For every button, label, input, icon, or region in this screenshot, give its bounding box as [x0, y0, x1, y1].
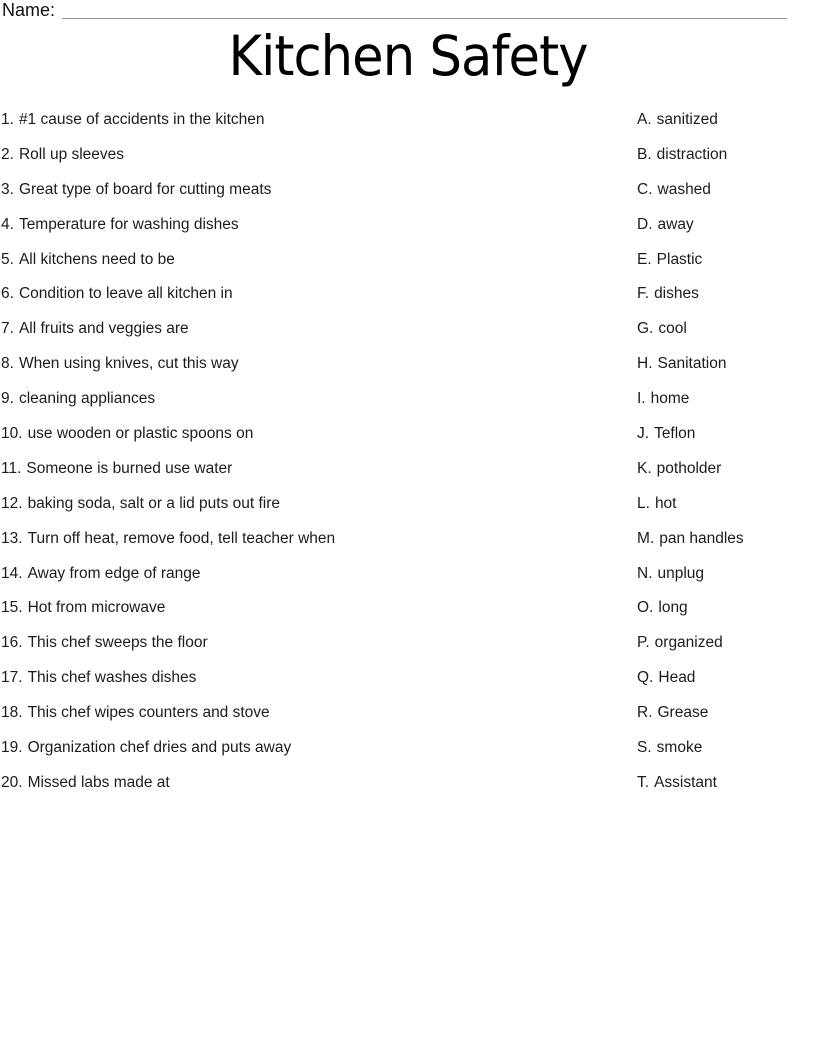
- name-label: Name:: [2, 0, 56, 20]
- answer-letter: R.: [637, 704, 653, 722]
- question-text: This chef wipes counters and stove: [27, 704, 270, 722]
- answer-text: Plastic: [656, 250, 703, 268]
- answer-item: [637, 389, 815, 424]
- answer-text: Teflon: [654, 425, 696, 443]
- answer-letter: H.: [637, 355, 653, 373]
- answer-item: [637, 703, 815, 738]
- answer-text: cool: [658, 320, 687, 338]
- question-text: Away from edge of range: [27, 564, 201, 582]
- question-text: Missed labs made at: [27, 773, 170, 791]
- question-text: Roll up sleeves: [18, 145, 125, 163]
- answer-text: distraction: [656, 145, 728, 163]
- answer-item: [637, 459, 815, 494]
- answer-text: washed: [657, 180, 711, 198]
- question-text: #1 cause of accidents in the kitchen: [18, 111, 265, 128]
- answer-letter: N.: [637, 564, 653, 582]
- question-text: Someone is burned use water: [26, 459, 233, 477]
- question-item: [1, 703, 591, 738]
- page-title: Kitchen Safety: [228, 24, 588, 88]
- name-blank-line[interactable]: [62, 1, 787, 19]
- question-item: [1, 494, 591, 529]
- question-item: [1, 598, 591, 633]
- question-number: 17.: [1, 669, 23, 687]
- question-number: 7.: [1, 320, 14, 338]
- answer-text: long: [658, 599, 688, 617]
- answer-text: organized: [654, 634, 723, 652]
- answer-item: [637, 319, 815, 354]
- answer-letter: Q.: [637, 669, 654, 687]
- question-text: use wooden or plastic spoons on: [27, 425, 254, 443]
- question-text: This chef washes dishes: [27, 669, 197, 687]
- answer-text: home: [650, 390, 690, 408]
- answer-text: potholder: [656, 459, 722, 477]
- question-item: [1, 215, 591, 250]
- answer-item: [637, 110, 815, 145]
- question-number: 13.: [1, 529, 23, 547]
- answer-letter: P.: [637, 634, 650, 652]
- question-item: [1, 773, 591, 808]
- question-number: 10.: [1, 425, 23, 443]
- question-text: Great type of board for cutting meats: [18, 180, 272, 198]
- answer-item: [637, 354, 815, 389]
- question-item: [1, 738, 591, 773]
- question-item: [1, 319, 591, 354]
- question-number: 9.: [1, 390, 14, 408]
- answer-letter: C.: [637, 180, 653, 198]
- answer-letter: G.: [637, 320, 654, 338]
- answer-letter: L.: [637, 494, 650, 512]
- answer-item: [637, 494, 815, 529]
- question-text: All fruits and veggies are: [18, 320, 189, 338]
- questions-column: [1, 110, 591, 808]
- answer-item: [637, 633, 815, 668]
- answer-text: sanitized: [656, 111, 718, 128]
- answer-letter: M.: [637, 529, 655, 547]
- answer-letter: B.: [637, 145, 652, 163]
- answer-letter: F.: [637, 285, 650, 303]
- answer-text: smoke: [656, 739, 703, 757]
- answer-letter: D.: [637, 215, 653, 233]
- answer-letter: S.: [637, 739, 652, 757]
- answer-text: Sanitation: [657, 355, 727, 373]
- question-item: [1, 284, 591, 319]
- question-item: [1, 354, 591, 389]
- question-item: [1, 564, 591, 599]
- question-number: 14.: [1, 564, 23, 582]
- question-text: All kitchens need to be: [18, 250, 175, 268]
- question-text: Hot from microwave: [27, 599, 166, 617]
- answer-text: Assistant: [654, 773, 717, 791]
- question-item: [1, 180, 591, 215]
- answer-item: [637, 215, 815, 250]
- answer-item: [637, 773, 815, 808]
- answer-text: away: [657, 215, 694, 233]
- question-text: baking soda, salt or a lid puts out fire: [27, 494, 281, 512]
- answer-letter: I.: [637, 390, 646, 408]
- question-number: 2.: [1, 145, 14, 163]
- question-item: [1, 145, 591, 180]
- answer-item: [637, 250, 815, 285]
- question-item: [1, 633, 591, 668]
- answer-item: [637, 424, 815, 459]
- question-number: 16.: [1, 634, 23, 652]
- answer-item: [637, 598, 815, 633]
- answer-item: [637, 668, 815, 703]
- answer-text: Head: [658, 669, 696, 687]
- question-number: 19.: [1, 739, 23, 757]
- answer-letter: E.: [637, 250, 652, 268]
- question-item: [1, 250, 591, 285]
- question-number: 6.: [1, 285, 14, 303]
- answer-letter: J.: [637, 425, 650, 443]
- question-item: [1, 529, 591, 564]
- answer-item: [637, 145, 815, 180]
- answer-letter: A.: [637, 111, 652, 128]
- question-number: 3.: [1, 180, 14, 198]
- answer-item: [637, 529, 815, 564]
- question-number: 4.: [1, 215, 14, 233]
- question-item: [1, 668, 591, 703]
- question-number: 11.: [1, 459, 22, 477]
- question-number: 20.: [1, 773, 23, 791]
- question-text: Turn off heat, remove food, tell teacher when: [27, 529, 336, 547]
- answer-letter: O.: [637, 599, 654, 617]
- answer-text: pan handles: [659, 529, 744, 547]
- answers-column: [637, 110, 815, 808]
- answer-text: Grease: [657, 704, 709, 722]
- question-item: [1, 459, 591, 494]
- answer-text: dishes: [654, 285, 699, 303]
- question-number: 1.: [1, 111, 14, 128]
- question-text: Temperature for washing dishes: [18, 215, 239, 233]
- question-number: 8.: [1, 355, 14, 373]
- question-item: [1, 424, 591, 459]
- question-number: 12.: [1, 494, 23, 512]
- answer-item: [637, 738, 815, 773]
- question-number: 18.: [1, 704, 23, 722]
- answer-item: [637, 180, 815, 215]
- answer-item: [637, 284, 815, 319]
- answer-text: hot: [654, 494, 677, 512]
- question-text: Condition to leave all kitchen in: [18, 285, 233, 303]
- question-text: Organization chef dries and puts away: [27, 739, 292, 757]
- question-number: 5.: [1, 250, 14, 268]
- question-text: This chef sweeps the floor: [27, 634, 208, 652]
- question-text: When using knives, cut this way: [18, 355, 239, 373]
- answer-letter: K.: [637, 459, 652, 477]
- answer-letter: T.: [637, 773, 650, 791]
- answer-text: unplug: [657, 564, 705, 582]
- question-number: 15.: [1, 599, 23, 617]
- question-text: cleaning appliances: [18, 390, 156, 408]
- question-item: [1, 389, 591, 424]
- question-item: [1, 110, 591, 145]
- answer-item: [637, 564, 815, 599]
